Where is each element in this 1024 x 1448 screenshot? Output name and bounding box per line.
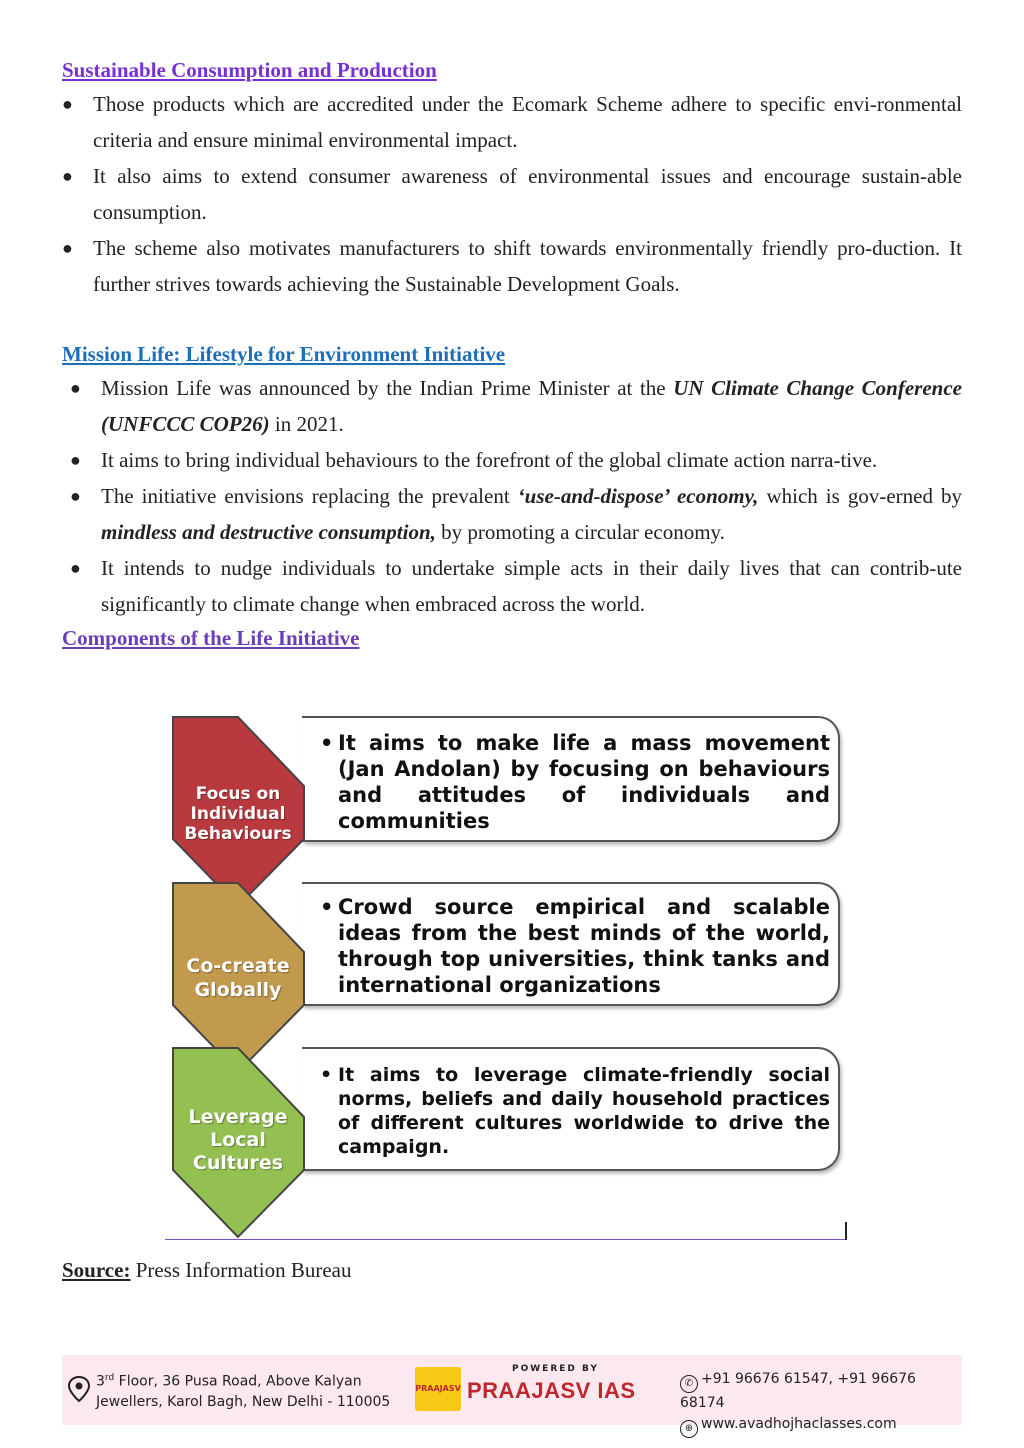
diagram-baseline-tick [845,1222,847,1240]
location-pin-icon [66,1375,92,1405]
chevron-label-2: Co-create Globally [186,955,290,1001]
bullet-icon: ● [70,558,81,578]
component-box-3: • It aims to leverage climate-friendly social norms, beliefs and daily household practices of different cultures worldwide to drive the campaign. [302,1047,840,1171]
bullet-icon: ● [62,94,73,114]
mission-life-bullets [62,370,962,622]
diagram-baseline [165,1239,845,1240]
source-label: Source: [62,1258,131,1282]
page-content [62,54,962,654]
list-item: ● It aims to bring individual behaviours to the forefront of the global climate action narra-tive. [62,442,962,478]
bullet-icon: ● [70,378,81,398]
sustainable-bullets [62,86,962,302]
bullet-icon: • [320,1064,333,1086]
footer-website[interactable]: www.avadhojhaclasses.com [701,1416,897,1432]
life-components-diagram [170,714,850,1244]
footer-contact [680,1369,962,1438]
footer [62,1355,962,1434]
bullet-icon: • [320,731,334,755]
chevron-label-1: Focus on Individual Behaviours [184,784,292,844]
component-box-2: • Crowd source empirical and scalable ideas from the best minds of the world, through top universities, think tanks and international organizations [302,882,840,1006]
brand-logo-icon: PRAAJASV [415,1367,461,1411]
chevron-label-3: Leverage Local Cultures [188,1106,288,1174]
bullet-icon: ● [62,166,73,186]
list-item: ● It intends to nudge individuals to undertake simple acts in their daily lives that can contrib-ute significantly to climate change when embraced across the world. [62,550,962,622]
heading-sustainable-consumption: Sustainable Consumption and Production [62,58,437,82]
list-item: ● The initiative envisions replacing the prevalent ‘use-and-dispose’ economy, which is gov-erned by mindless and destructive consumption, by promoting a circular economy. [62,478,962,550]
heading-components: Components of the Life Initiative [62,626,360,650]
footer-address: 3rd Floor, 36 Pusa Road, Above Kalyan Jewellers, Karol Bagh, New Delhi - 110005 [96,1373,391,1410]
component-box-1: • It aims to make life a mass movement (Jan Andolan) by focusing on behaviours and attitudes of individuals and communities [302,716,840,842]
globe-icon: ⊕ [680,1420,698,1438]
phone-icon: ✆ [680,1375,698,1393]
brand-name: PRAAJASV IAS [467,1378,636,1403]
footer-phones[interactable]: +91 96676 61547, +91 96676 68174 [680,1371,916,1411]
bullet-icon: • [320,895,334,919]
source-line [62,1254,351,1286]
powered-by: POWERED BY [512,1364,599,1374]
bullet-icon: ● [62,238,73,258]
bullet-icon: ● [70,486,81,506]
list-item: ● Mission Life was announced by the Indian Prime Minister at the UN Climate Change Conference (UNFCCC COP26) in 2021. [62,370,962,442]
heading-mission-life: Mission Life: Lifestyle for Environment Initiative [62,342,506,366]
list-item: ● Those products which are accredited under the Ecomark Scheme adhere to specific envi-ronmental criteria and ensure minimal environmental impact. [62,86,962,158]
list-item: ● It also aims to extend consumer awareness of environmental issues and encourage sustain-able consumption. [62,158,962,230]
source-text: Press Information Bureau [130,1258,352,1282]
bullet-icon: ● [70,450,81,470]
list-item: ● The scheme also motivates manufacturers to shift towards environmentally friendly pro-duction. It further strives towards achieving the Sustainable Development Goals. [62,230,962,302]
